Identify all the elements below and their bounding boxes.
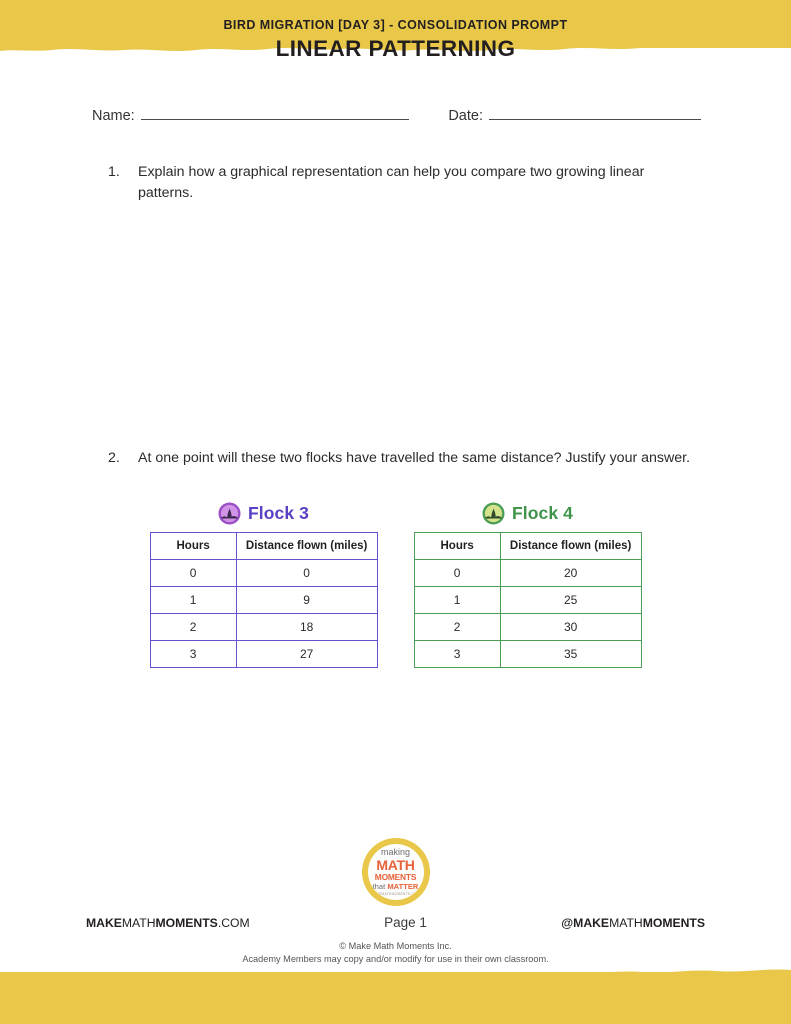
column-header-distance: Distance flown (miles) [500, 532, 641, 559]
logo-line-url: MAKEMATHMOMENTS.COM [371, 891, 420, 896]
table-row [150, 586, 377, 613]
cell-distance: 30 [500, 613, 641, 640]
question-2 [0, 448, 791, 469]
question-1 [0, 162, 791, 205]
flock-4-block [414, 502, 642, 668]
question-2-text: At one point will these two flocks have travelled the same distance? Justify your answer. [138, 449, 691, 466]
copyright-block [0, 940, 791, 967]
page-eyebrow: BIRD MIGRATION [DAY 3] - CONSOLIDATION PROMPT [223, 18, 568, 32]
logo-line-that-matter [373, 883, 419, 891]
page-footer [0, 915, 791, 930]
flock-3-table [150, 532, 378, 668]
flock-3-title: Flock 3 [247, 502, 309, 523]
table-row [414, 559, 641, 586]
copyright-line-1: © Make Math Moments Inc. [339, 941, 452, 951]
page-number: Page 1 [384, 915, 427, 930]
cell-hours: 3 [414, 640, 500, 667]
footer-social-handle[interactable] [561, 916, 705, 930]
cell-distance: 9 [236, 586, 377, 613]
cell-distance: 27 [236, 640, 377, 667]
logo-inner-disc [368, 844, 424, 900]
table-row [414, 586, 641, 613]
name-date-row [0, 108, 791, 124]
page-title: LINEAR PATTERNING [275, 36, 516, 61]
table-row [414, 640, 641, 667]
logo-line-making: making [380, 847, 410, 858]
cell-distance: 25 [500, 586, 641, 613]
footer-website-math: MATH [121, 915, 156, 930]
cell-distance: 0 [236, 559, 377, 586]
logo-that-text: that [372, 881, 388, 891]
date-label: Date: [448, 108, 483, 124]
footer-website-make: MAKE [86, 915, 122, 930]
footer-website[interactable] [86, 916, 250, 930]
table-row [414, 613, 641, 640]
date-input-line[interactable] [489, 108, 701, 120]
question-1-text: Explain how a graphical representation can help you compare two growing linear patterns. [138, 164, 645, 202]
footer-handle-moments: MOMENTS [642, 915, 705, 930]
table-header-row [414, 532, 641, 559]
cell-hours: 0 [414, 559, 500, 586]
cell-distance: 20 [500, 559, 641, 586]
footer-website-tld: .COM [217, 915, 250, 930]
flock-tables-group [0, 502, 791, 668]
bird-flock-badge-icon [482, 502, 505, 525]
footer-handle-at: @ [561, 915, 574, 930]
cell-hours: 0 [150, 559, 236, 586]
name-label: Name: [92, 108, 135, 124]
cell-hours: 3 [150, 640, 236, 667]
cell-hours: 2 [150, 613, 236, 640]
flock-3-block [150, 502, 378, 668]
table-row [150, 559, 377, 586]
logo-matter-text: MATTER [387, 881, 419, 891]
footer-handle-make: MAKE [573, 915, 610, 930]
flock-4-table [414, 532, 642, 668]
footer-handle-math: MATH [609, 915, 643, 930]
logo-line-moments: MOMENTS [374, 872, 417, 883]
flock-4-title: Flock 4 [511, 502, 573, 523]
copyright-line-2: Academy Members may copy and/or modify for use in their own classroom. [242, 954, 549, 965]
cell-hours: 1 [414, 586, 500, 613]
flock-3-heading [150, 502, 378, 525]
cell-hours: 2 [414, 613, 500, 640]
question-2-number: 2. [108, 449, 120, 466]
question-1-number: 1. [108, 164, 120, 180]
flock-4-heading [414, 502, 642, 525]
page-header [0, 0, 791, 62]
table-header-row [150, 532, 377, 559]
name-input-line[interactable] [141, 108, 409, 120]
table-row [150, 640, 377, 667]
column-header-hours: Hours [414, 532, 500, 559]
footer-website-moments: MOMENTS [155, 915, 218, 930]
logo-line-math: MATH [376, 857, 415, 874]
cell-hours: 1 [150, 586, 236, 613]
table-row [150, 613, 377, 640]
cell-distance: 35 [500, 640, 641, 667]
bird-flock-badge-icon [218, 502, 241, 525]
make-math-moments-logo [362, 838, 430, 906]
brand-logo-wrapper [0, 838, 791, 906]
column-header-hours: Hours [150, 532, 236, 559]
cell-distance: 18 [236, 613, 377, 640]
column-header-distance: Distance flown (miles) [236, 532, 377, 559]
